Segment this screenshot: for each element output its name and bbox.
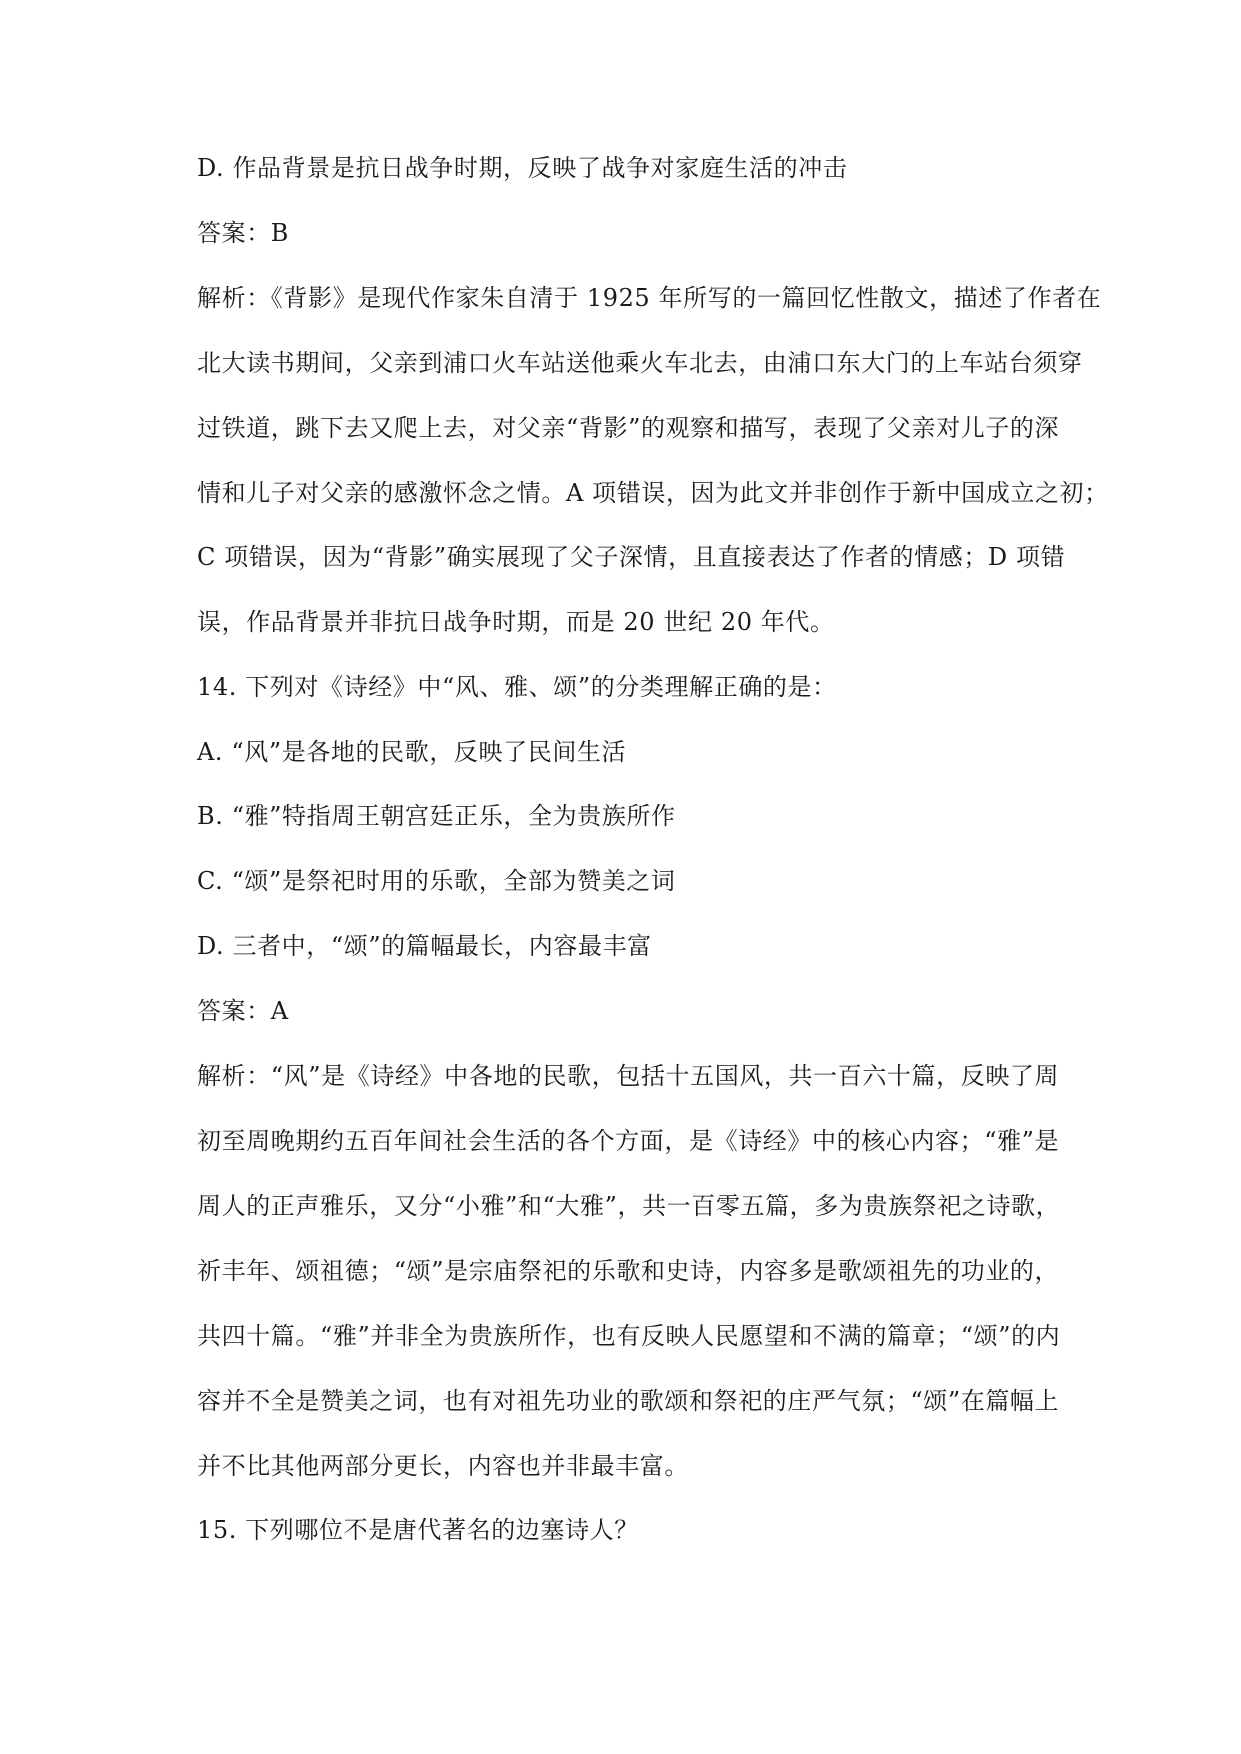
- analysis-paragraph-line: 解析：《背影》是现代作家朱自清于 1925 年所写的一篇回忆性散文，描述了作者在: [197, 284, 1102, 312]
- option-d-text: D. 三者中，“颂”的篇幅最长，内容最丰富: [197, 932, 652, 960]
- option-a-text: A. “风”是各地的民歌，反映了民间生活: [197, 738, 627, 766]
- analysis-paragraph-line: 情和儿子对父亲的感激怀念之情。A 项错误，因为此文并非创作于新中国成立之初；: [197, 479, 1109, 507]
- analysis-paragraph-line: 容并不全是赞美之词，也有对祖先功业的歌颂和祭祀的庄严气氛；“颂”在篇幅上: [197, 1387, 1060, 1415]
- option-c-text: C. “颂”是祭祀时用的乐歌，全部为赞美之词: [197, 867, 676, 895]
- analysis-paragraph-line: 周人的正声雅乐，又分“小雅”和“大雅”，共一百零五篇，多为贵族祭祀之诗歌，: [197, 1192, 1061, 1220]
- answer-text: 答案：B: [197, 219, 290, 247]
- analysis-paragraph-line: C 项错误，因为“背影”确实展现了父子深情，且直接表达了作者的情感；D 项错: [197, 543, 1066, 571]
- analysis-paragraph-line: 误，作品背景并非抗日战争时期，而是 20 世纪 20 年代。: [197, 608, 835, 636]
- analysis-paragraph-line: 并不比其他两部分更长，内容也并非最丰富。: [197, 1452, 689, 1480]
- option-d-text: D. 作品背景是抗日战争时期，反映了战争对家庭生活的冲击: [197, 154, 848, 182]
- option-b-text: B. “雅”特指周王朝宫廷正乐，全为贵族所作: [197, 802, 676, 830]
- analysis-paragraph-line: 初至周晚期约五百年间社会生活的各个方面，是《诗经》中的核心内容；“雅”是: [197, 1127, 1060, 1155]
- analysis-paragraph-line: 祈丰年、颂祖德；“颂”是宗庙祭祀的乐歌和史诗，内容多是歌颂祖先的功业的，: [197, 1257, 1060, 1285]
- question-14-text: 14. 下列对《诗经》中“风、雅、颂”的分类理解正确的是：: [197, 673, 837, 701]
- question-15-text: 15. 下列哪位不是唐代著名的边塞诗人？: [197, 1516, 639, 1544]
- answer-text: 答案：A: [197, 997, 289, 1025]
- analysis-paragraph-line: 过铁道，跳下去又爬上去，对父亲“背影”的观察和描写，表现了父亲对儿子的深: [197, 414, 1060, 442]
- analysis-paragraph-line: 北大读书期间，父亲到浦口火车站送他乘火车北去，由浦口东大门的上车站台须穿: [197, 349, 1083, 377]
- analysis-paragraph-line: 解析：“风”是《诗经》中各地的民歌，包括十五国风，共一百六十篇，反映了周: [197, 1062, 1060, 1090]
- analysis-paragraph-line: 共四十篇。“雅”并非全为贵族所作，也有反映人民愿望和不满的篇章；“颂”的内: [197, 1322, 1061, 1350]
